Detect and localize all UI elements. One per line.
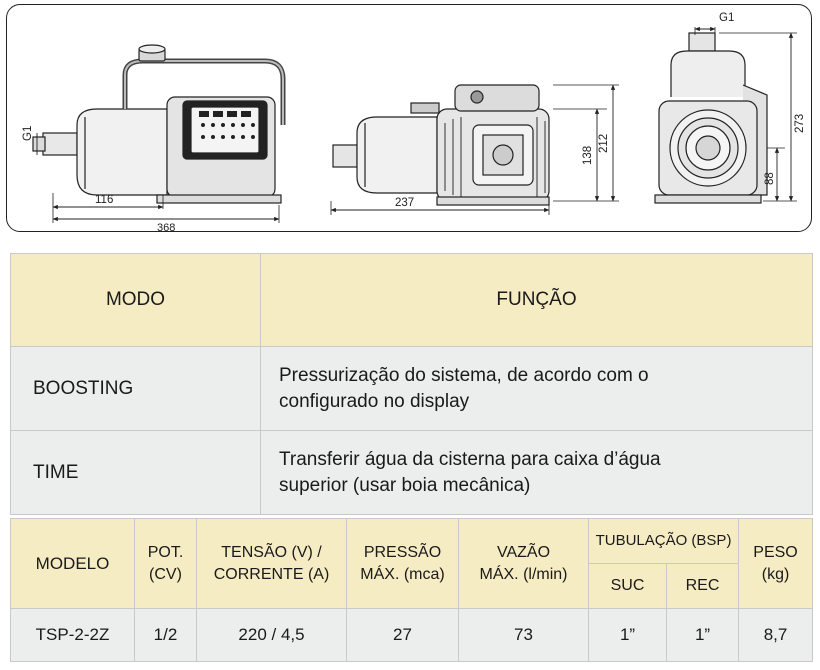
function-boosting <box>261 347 813 431</box>
dim-g1-top: G1 <box>719 12 735 24</box>
spec-table <box>10 518 813 662</box>
header-flow: VAZÃO MÁX. (l/min) <box>459 519 589 609</box>
cell-voltage: 220 / 4,5 <box>197 609 347 662</box>
technical-drawing-panel <box>6 4 812 232</box>
function-line: superior (usar boia mecânica) <box>279 474 531 496</box>
dim-116: 116 <box>95 194 114 206</box>
dim-212: 212 <box>598 133 610 153</box>
cell-model: TSP-2-2Z <box>11 609 135 662</box>
cell-weight: 8,7 <box>739 609 813 662</box>
header-weight: PESO (kg) <box>739 519 813 609</box>
front-view-drawing <box>331 85 619 215</box>
function-time <box>261 431 813 515</box>
dim-368: 368 <box>157 222 176 233</box>
header-power: POT. (CV) <box>135 519 197 609</box>
pump-drawings <box>7 5 813 233</box>
cell-suction: 1” <box>589 609 667 662</box>
mode-boosting: BOOSTING <box>11 347 261 431</box>
dim-138: 138 <box>582 145 594 165</box>
dim-g1-side: G1 <box>22 125 34 141</box>
function-line: Pressurização do sistema, de acordo com o <box>279 364 649 386</box>
spec-header-row <box>11 519 813 564</box>
cell-flow: 73 <box>459 609 589 662</box>
mode-table-header <box>11 254 813 347</box>
header-pressure: PRESSÃO MÁX. (mca) <box>347 519 459 609</box>
table-row <box>11 431 813 515</box>
header-mode: MODO <box>11 254 261 347</box>
cell-discharge: 1” <box>667 609 739 662</box>
cell-power: 1/2 <box>135 609 197 662</box>
side-view-drawing <box>33 45 283 223</box>
header-model: MODELO <box>11 519 135 609</box>
cell-pressure: 27 <box>347 609 459 662</box>
header-suction: SUC <box>589 564 667 609</box>
dim-237: 237 <box>395 197 415 209</box>
table-row <box>11 347 813 431</box>
function-line: Transferir água da cisterna para caixa d’água <box>279 448 661 470</box>
header-discharge: REC <box>667 564 739 609</box>
dim-88: 88 <box>764 172 776 185</box>
mode-time: TIME <box>11 431 261 515</box>
dim-273: 273 <box>794 113 806 133</box>
header-piping: TUBULAÇÃO (BSP) <box>589 519 739 564</box>
function-line: configurado no display <box>279 390 470 412</box>
mode-function-table <box>10 253 813 515</box>
table-row <box>11 609 813 662</box>
header-voltage: TENSÃO (V) / CORRENTE (A) <box>197 519 347 609</box>
header-function: FUNÇÃO <box>261 254 813 347</box>
